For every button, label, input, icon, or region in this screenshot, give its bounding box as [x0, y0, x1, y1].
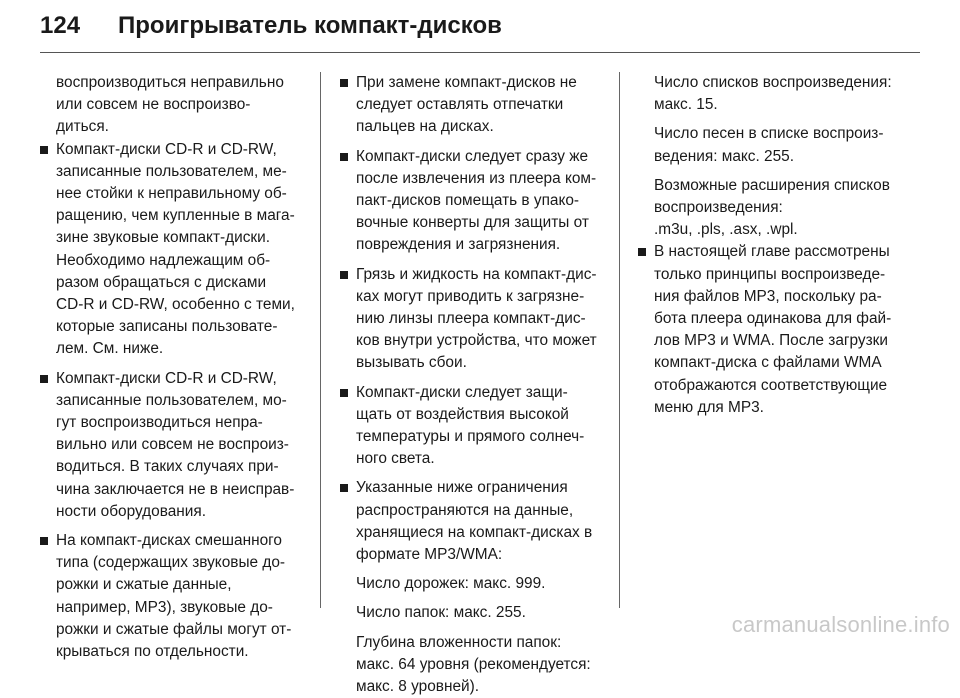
bullet-list [636, 241, 906, 419]
continued-paragraph: воспроизводиться неправильно или совсем не воспроизво- диться. [56, 74, 284, 136]
column-divider [320, 72, 321, 608]
limit-songs-per-playlist: Число песен в списке воспроиз- ведения: макс. 255. [654, 125, 884, 165]
bullet-text: Компакт-диски CD-R и CD-RW, записанные пользователем, мо- гут воспроизводиться непра- вильно или совсем не воспроиз- водиться. В таких случаях при- чина заключается не в неисправ- ности оборудования. [56, 369, 295, 520]
limit-track-count: Число дорожек: макс. 999. [356, 575, 546, 593]
text-column-1 [38, 72, 306, 663]
header-divider [40, 52, 920, 53]
bullet-item [338, 146, 606, 257]
bullet-item [338, 382, 606, 471]
bullet-text: Указанные ниже ограничения распространяются на данные, хранящиеся на компакт-дисках в формате MP3/WMA: [356, 479, 593, 564]
bullet-square-icon [40, 146, 48, 154]
page-header [40, 12, 920, 40]
bullet-text: Компакт-диски следует сразу же после извлечения из плеера ком- пакт-дисков помещать в упако- вочные конверты для защиты от повреждения и загрязнения. [356, 147, 597, 254]
bullet-square-icon [40, 375, 48, 383]
bullet-square-icon [40, 537, 48, 545]
bullet-item [636, 241, 906, 419]
text-column-3 [636, 72, 906, 419]
bullet-item [38, 139, 306, 361]
bullet-list [338, 72, 606, 698]
playlist-extensions: Возможные расширения списков воспроизведения: .m3u, .pls, .asx, .wpl. [654, 176, 890, 239]
bullet-item [38, 530, 306, 663]
bullet-square-icon [638, 248, 646, 256]
bullet-item [338, 264, 606, 375]
bullet-text: Компакт-диски CD-R и CD-RW, записанные пользователем, ме- нее стойки к неправильному об- ращению, чем купленные в мага- зине звуковые компакт-диски. Необходимо надлежащим об- разом обращаться с дисками CD-R и CD-RW, особенно с теми, которые записаны пользовате- лем. См. ниже. [56, 140, 295, 358]
bullet-text: На компакт-дисках смешанного типа (содержащих звуковые до- рожки и сжатые данные, например, MP3), звуковые до- рожки и сжатые файлы могут от- крываться по отдельности. [56, 532, 292, 661]
limit-folder-depth: Глубина вложенности папок: макс. 64 уровня (рекомендуется: макс. 8 уровней). [356, 633, 591, 696]
text-column-2 [338, 72, 606, 698]
page-number: 124 [40, 12, 81, 39]
bullet-square-icon [340, 271, 348, 279]
bullet-square-icon [340, 484, 348, 492]
limit-folder-count: Число папок: макс. 255. [356, 604, 526, 622]
column-divider [619, 72, 620, 608]
page-title: Проигрыватель компакт-дисков [118, 12, 502, 39]
bullet-item [338, 72, 606, 139]
bullet-text: Компакт-диски следует защи- щать от воздействия высокой температуры и прямого солнеч- ного света. [356, 383, 585, 468]
bullet-item [338, 477, 606, 698]
bullet-square-icon [340, 79, 348, 87]
bullet-text: В настоящей главе рассмотрены только принципы воспроизведе- ния файлов MP3, поскольку ра- бота плеера одинакова для фай- лов MP3 и WMA. После загрузки компакт-диска с файлами WMA отображаются соответствующие меню для MP3. [654, 243, 892, 416]
bullet-square-icon [340, 153, 348, 161]
bullet-text: При замене компакт-дисков не следует оставлять отпечатки пальцев на дисках. [356, 74, 577, 136]
bullet-item [38, 368, 306, 523]
bullet-list [38, 139, 306, 664]
bullet-square-icon [340, 389, 348, 397]
limit-playlist-count: Число списков воспроизведения: макс. 15. [654, 74, 892, 114]
bullet-text: Грязь и жидкость на компакт-дис- ках могут приводить к загрязне- нию линзы плеера компакт-дис- ков внутри устройства, что может вызывать сбои. [356, 265, 597, 372]
watermark-text: carmanualsonline.info [731, 612, 950, 637]
